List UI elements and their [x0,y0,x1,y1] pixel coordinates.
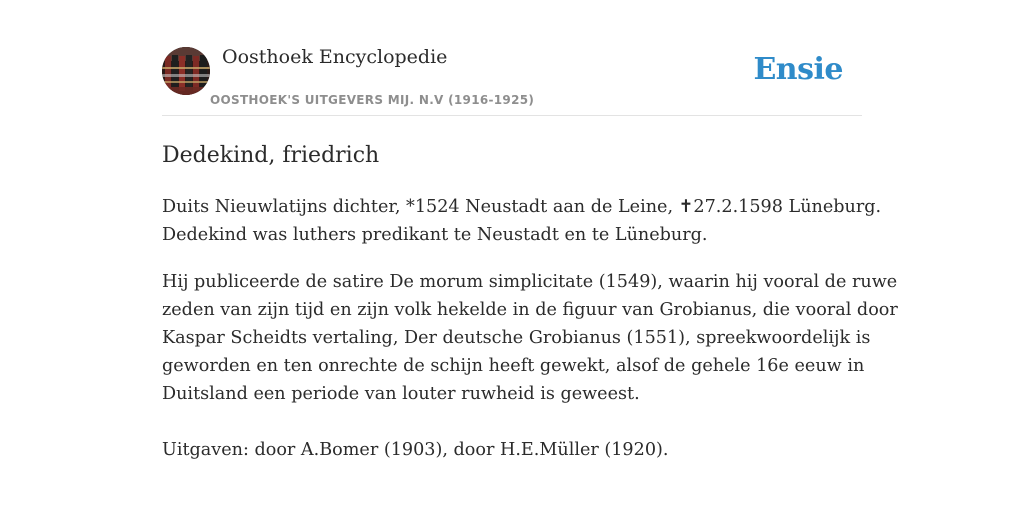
paragraph-line: Dedekind was luthers predikant te Neustadt en te Lüneburg. [162,225,708,245]
book-spines-icon[interactable] [162,47,210,95]
paragraph-line: Duitsland een periode van louter ruwheid is geweest. [162,384,640,404]
paragraph-line: Kaspar Scheidts vertaling, Der deutsche Grobianus (1551), spreekwoordelijk is [162,328,871,348]
article-card [162,40,898,464]
article-paragraph-2 [162,268,898,408]
article-title: Dedekind, friedrich [162,143,380,168]
article-paragraph-3 [162,436,862,464]
paragraph-line: Duits Nieuwlatijns dichter, *1524 Neustadt aan de Leine, ✝27.2.1598 Lüneburg. [162,197,882,217]
paragraph-line: Uitgaven: door A.Bomer (1903), door H.E.Müller (1920). [162,440,669,460]
paragraph-line: zeden van zijn tijd en zijn volk hekelde in de figuur van Grobianus, die vooral door [162,300,898,320]
article-paragraph-1 [162,193,882,249]
source-subtitle: OOSTHOEK'S UITGEVERS MIJ. N.V (1916-1925) [210,93,535,107]
source-header [162,40,862,116]
source-name[interactable]: Oosthoek Encyclopedie [222,46,448,68]
paragraph-line: geworden en ten onrechte de schijn heeft gewekt, alsof de gehele 16e eeuw in [162,356,865,376]
brand-logo[interactable]: Ensie [753,52,843,87]
paragraph-line: Hij publiceerde de satire De morum simplicitate (1549), waarin hij vooral de ruwe [162,272,898,292]
